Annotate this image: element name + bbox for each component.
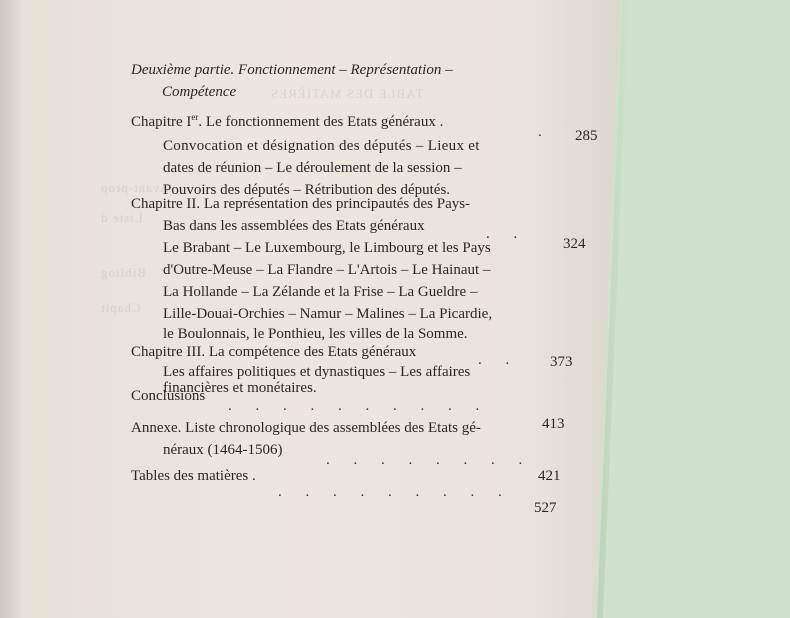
chapter-2-page: 324 — [563, 236, 586, 252]
annexe-dots: . . . . . . . . — [326, 452, 533, 468]
tables-page: 527 — [534, 500, 557, 516]
chapter-1-sub2: dates de réunion – Le déroulement de la session – — [163, 160, 462, 176]
chapter-3-sub1: Les affaires politiques et dynastiques – Les affaires — [163, 364, 471, 380]
chapter-1-title-post: . Le fonctionnement des Etats généraux . — [198, 114, 444, 130]
chapter-1-sub3: Pouvoirs des députés – Rétribution des députés. — [163, 182, 451, 198]
conclusions-page: 413 — [542, 416, 565, 432]
tables-dots: . . . . . . . . . — [278, 484, 512, 500]
chapter-2-title1: Chapitre II. La représentation des principautés des Pays- — [131, 196, 471, 212]
chapter-2-sub1: Le Brabant – Le Luxembourg, le Limbourg et les Pays — [163, 240, 491, 256]
chapter-1-title-sup: er — [191, 112, 199, 122]
chapter-2-dots: . . — [486, 226, 528, 242]
chapter-3-dots: . . — [478, 352, 520, 368]
chapter-2-sub2: d'Outre-Meuse – La Flandre – L'Artois – Le Hainaut – — [163, 262, 491, 278]
chapter-1-title — [131, 112, 443, 131]
chapter-2-sub3: La Hollande – La Zélande et la Frise – La Gueldre – — [163, 284, 478, 300]
chapter-3-sub2: financières et monétaires. — [163, 380, 317, 396]
chapter-2-title2: Bas dans les assemblées des Etats généraux — [163, 218, 425, 234]
chapter-1-dots: . — [538, 124, 552, 140]
conclusions-dots: . . . . . . . . . . — [228, 398, 490, 414]
chapter-1-sub1: Convocation et désignation des députés – Lieux et — [163, 138, 480, 154]
annexe-line1: Annexe. Liste chronologique des assemblées des Etats gé- — [131, 420, 481, 436]
part-heading-line1: Deuxième partie. Fonctionnement – Représentation – — [131, 62, 453, 78]
tables-title: Tables des matières . — [131, 468, 256, 484]
chapter-1-page: 285 — [575, 128, 598, 144]
conclusions-title: Conclusions — [131, 388, 206, 404]
part-heading-line2: Compétence — [162, 84, 237, 100]
chapter-2-sub4: Lille-Douai-Orchies – Namur – Malines – La Picardie, — [163, 306, 493, 322]
annexe-line2: néraux (1464-1506) — [163, 442, 283, 458]
chapter-3-page: 373 — [550, 354, 573, 370]
annexe-page: 421 — [538, 468, 561, 484]
chapter-2-sub5: le Boulonnais, le Ponthieu, les villes de la Somme. — [163, 326, 468, 342]
chapter-1-title-pre: Chapitre I — [131, 114, 192, 130]
chapter-3-title: Chapitre III. La compétence des Etats généraux — [131, 344, 417, 360]
